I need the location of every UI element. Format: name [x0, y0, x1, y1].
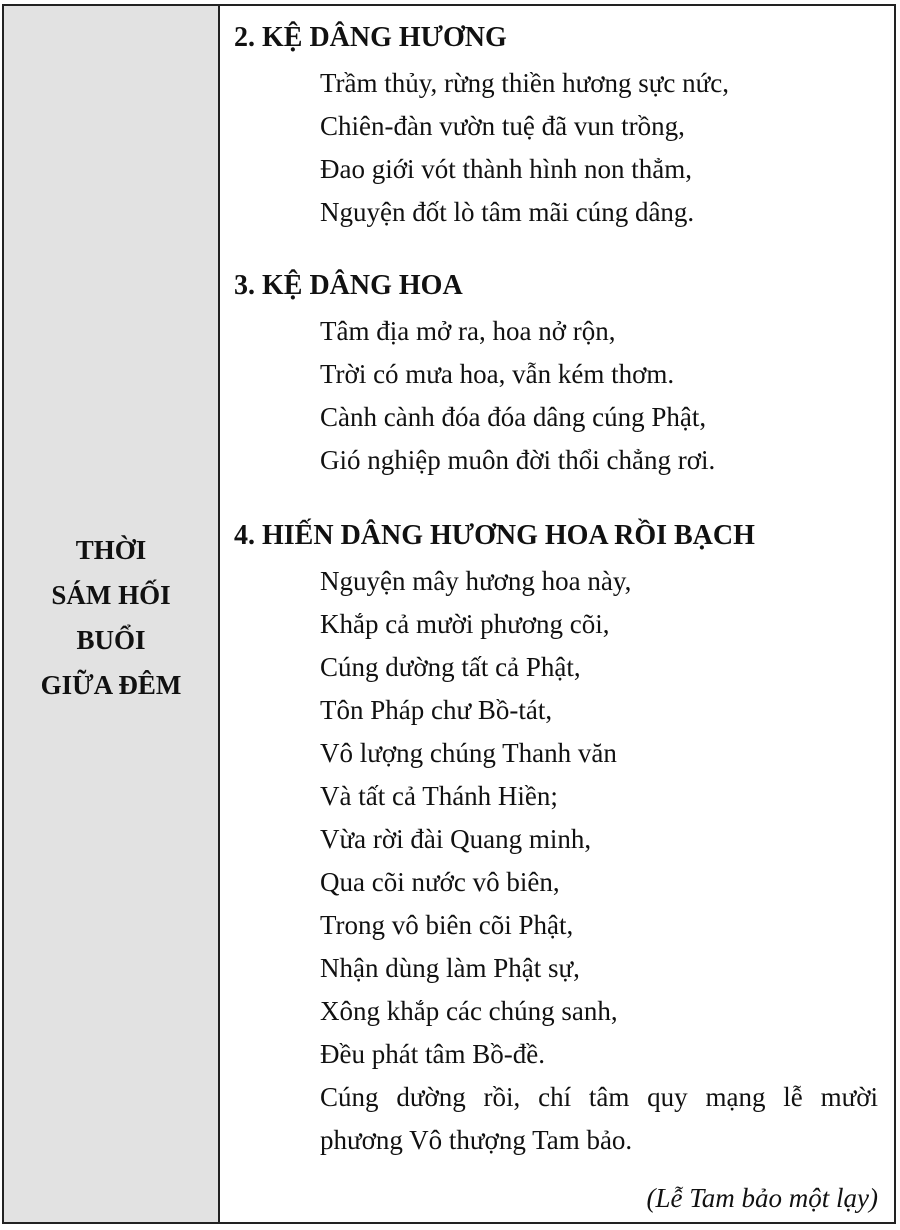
section-heading: 2. KỆ DÂNG HƯƠNG — [234, 22, 507, 53]
verse-line: Đao giới vót thành hình non thẳm, — [320, 154, 692, 184]
verse-line: Và tất cả Thánh Hiền; — [320, 781, 558, 811]
verse-line: Khắp cả mười phương cõi, — [320, 609, 610, 639]
sidebar-title-line: BUỔI — [76, 625, 146, 655]
verse-line: Nhận dùng làm Phật sự, — [320, 953, 580, 983]
verse-line: Xông khắp các chúng sanh, — [320, 996, 618, 1026]
section-ke-dang-hoa — [234, 266, 878, 482]
verse-list — [234, 560, 878, 1162]
verse-line: Cúng dường rồi, chí tâm quy mạng lễ mười phương Vô thượng Tam bảo. — [320, 1082, 878, 1155]
verse-list — [234, 62, 878, 234]
verse-list — [234, 310, 878, 482]
verse-line: Vừa rời đài Quang minh, — [320, 824, 592, 854]
section-ke-dang-huong — [234, 18, 878, 234]
verse-line: Trong vô biên cõi Phật, — [320, 910, 574, 940]
verse-line: Nguyện mây hương hoa này, — [320, 566, 632, 596]
verse-line: Nguyện đốt lò tâm mãi cúng dâng. — [320, 197, 695, 227]
section-hien-dang — [234, 516, 878, 1162]
sidebar-title-line: SÁM HỐI — [51, 580, 171, 610]
verse-line: Tâm địa mở ra, hoa nở rộn, — [320, 316, 616, 346]
verse-line: Cúng dường tất cả Phật, — [320, 652, 581, 682]
page-frame — [2, 4, 896, 1224]
verse-line: Trầm thủy, rừng thiền hương sực nức, — [320, 68, 730, 98]
verse-line: Qua cõi nước vô biên, — [320, 867, 560, 897]
sidebar-column — [4, 6, 220, 1222]
verse-line: Gió nghiệp muôn đời thổi chẳng rơi. — [320, 445, 716, 475]
verse-line: Đều phát tâm Bồ-đề. — [320, 1039, 545, 1069]
sidebar-title — [4, 528, 218, 708]
content-column — [220, 6, 894, 1222]
sidebar-title-line: GIỮA ĐÊM — [40, 670, 182, 700]
verse-line: Cành cành đóa đóa dâng cúng Phật, — [320, 402, 707, 432]
sidebar-title-line: THỜI — [75, 535, 147, 565]
section-heading: 4. HIẾN DÂNG HƯƠNG HOA RỒI BẠCH — [234, 520, 755, 551]
verse-line: Trời có mưa hoa, vẫn kém thơm. — [320, 359, 675, 389]
verse-line: Tôn Pháp chư Bồ-tát, — [320, 695, 553, 725]
verse-line: Chiên-đàn vườn tuệ đã vun trồng, — [320, 111, 685, 141]
section-heading: 3. KỆ DÂNG HOA — [234, 270, 463, 301]
closing-note: (Lễ Tam bảo một lạy) — [646, 1183, 878, 1213]
verse-line: Vô lượng chúng Thanh văn — [320, 738, 617, 768]
